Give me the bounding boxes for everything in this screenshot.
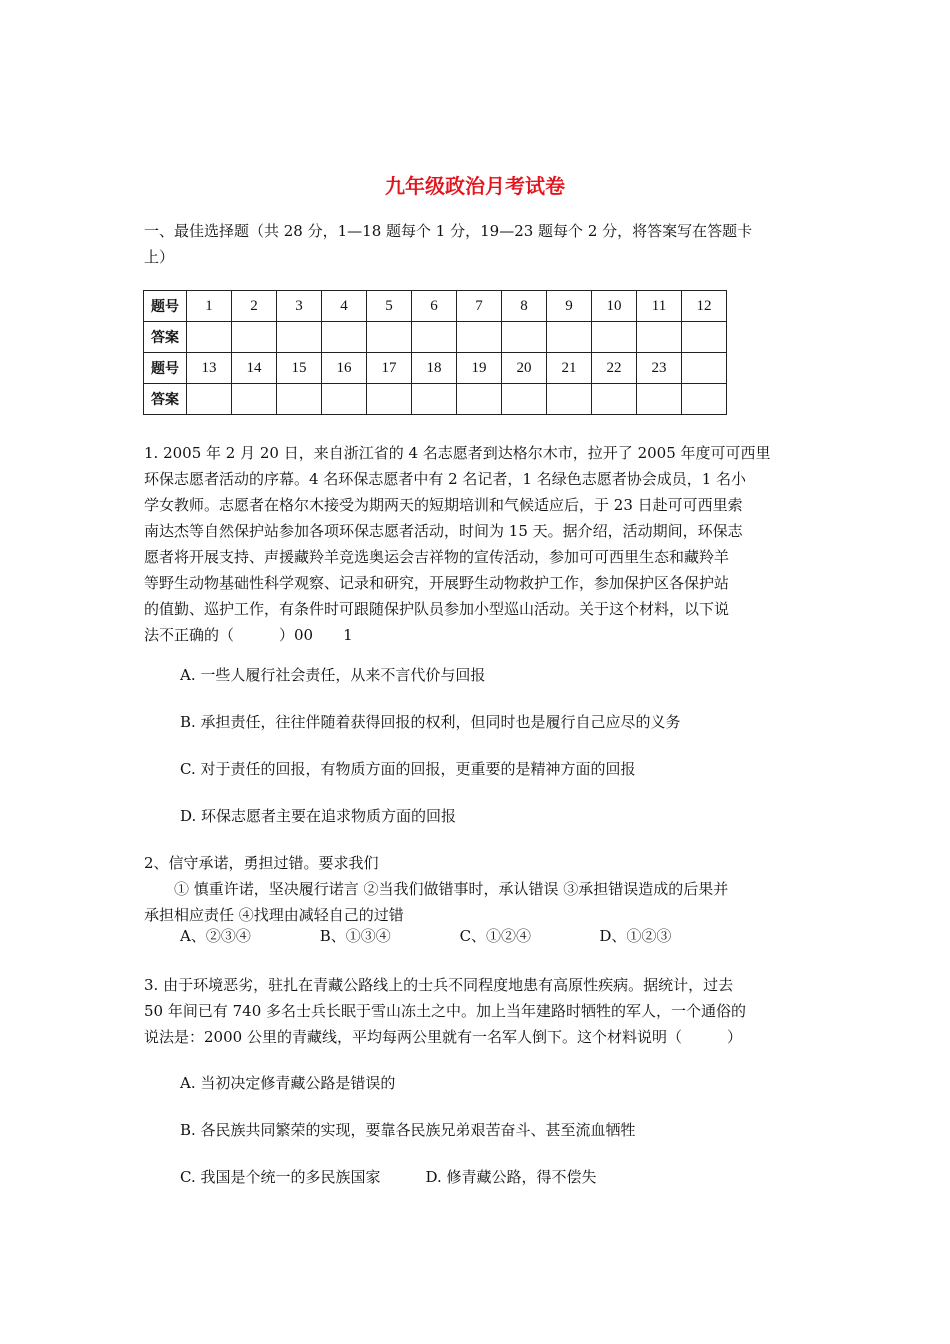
question-2-statements-line1: ① 慎重许诺，坚决履行诺言 ②当我们做错事时，承认错误 ③承担错误造成的后果并 bbox=[144, 880, 729, 898]
question-number-cell: 7 bbox=[457, 291, 502, 322]
question-line: 50 年间已有 740 多名士兵长眠于雪山冻土之中。加上当年建路时牺牲的军人，一个通俗的 bbox=[144, 1002, 747, 1020]
question-number-cell: 8 bbox=[502, 291, 547, 322]
q1-option-a: A. 一些人履行社会责任，从来不言代价与回报 bbox=[180, 666, 486, 684]
answer-cell[interactable] bbox=[592, 322, 637, 353]
answer-cell[interactable] bbox=[502, 384, 547, 415]
answer-cell[interactable] bbox=[412, 384, 457, 415]
question-number-cell: 20 bbox=[502, 353, 547, 384]
answer-cell[interactable] bbox=[187, 322, 232, 353]
q2-choice-a: A、②③④ bbox=[180, 927, 251, 945]
q2-choice-b: B、①③④ bbox=[319, 927, 391, 945]
question-number-cell: 13 bbox=[187, 353, 232, 384]
answer-cell[interactable] bbox=[187, 384, 232, 415]
section-instructions-line1: 一、最佳选择题（共 28 分，1—18 题每个 1 分，19—23 题每个 2 分，将答案写在答题卡 bbox=[144, 222, 753, 240]
section-instructions bbox=[144, 218, 804, 270]
question-line: 学女教师。志愿者在格尔木接受为期两天的短期培训和气候适应后，于 23 日赴可可西里索 bbox=[144, 496, 743, 514]
question-number-cell: 23 bbox=[637, 353, 682, 384]
question-line: 说法是：2000 公里的青藏线，平均每两公里就有一名军人倒下。这个材料说明（ ） bbox=[144, 1028, 742, 1046]
question-number-cell: 4 bbox=[322, 291, 367, 322]
question-number-cell: 16 bbox=[322, 353, 367, 384]
question-line: 法不正确的（ ）00 1 bbox=[144, 626, 353, 644]
question-number-cell: 3 bbox=[277, 291, 322, 322]
question-number-cell: 6 bbox=[412, 291, 457, 322]
question-number-cell: 14 bbox=[232, 353, 277, 384]
question-number-cell: 2 bbox=[232, 291, 277, 322]
question-line: 等野生动物基础性科学观察、记录和研究，开展野生动物救护工作，参加保护区各保护站 bbox=[144, 574, 730, 592]
answer-cell[interactable] bbox=[322, 322, 367, 353]
q3-option-a: A. 当初决定修青藏公路是错误的 bbox=[180, 1074, 396, 1092]
answer-cell[interactable] bbox=[322, 384, 367, 415]
answer-cell[interactable] bbox=[232, 384, 277, 415]
question-number-cell: 18 bbox=[412, 353, 457, 384]
answer-cell[interactable] bbox=[547, 384, 592, 415]
question-line: 1. 2005 年 2 月 20 日，来自浙江省的 4 名志愿者到达格尔木市，拉开了 2005 年度可可西里 bbox=[144, 444, 771, 462]
answer-cell[interactable] bbox=[277, 322, 322, 353]
question-number-cell: 22 bbox=[592, 353, 637, 384]
question-number-cell: 10 bbox=[592, 291, 637, 322]
q1-option-b: B. 承担责任，往往伴随着获得回报的权利，但同时也是履行自己应尽的义务 bbox=[180, 713, 681, 731]
answer-cell[interactable] bbox=[547, 322, 592, 353]
table-row bbox=[144, 353, 727, 384]
question-line: 愿者将开展支持、声援藏羚羊竞选奥运会吉祥物的宣传活动，参加可可西里生态和藏羚羊 bbox=[144, 548, 730, 566]
answer-cell[interactable] bbox=[637, 384, 682, 415]
answer-cell[interactable] bbox=[637, 322, 682, 353]
section-instructions-line2: 上） bbox=[144, 248, 175, 266]
answer-cell[interactable] bbox=[277, 384, 322, 415]
question-number-cell: 12 bbox=[682, 291, 727, 322]
question-number-cell: 17 bbox=[367, 353, 412, 384]
question-line: 3. 由于环境恶劣，驻扎在青藏公路线上的士兵不同程度地患有高原性疾病。据统计，过去 bbox=[144, 976, 734, 994]
answer-cell[interactable] bbox=[682, 322, 727, 353]
page-title: 九年级政治月考试卷 bbox=[385, 174, 565, 198]
q3-option-cd: C. 我国是个统一的多民族国家 D. 修青藏公路，得不偿失 bbox=[180, 1168, 597, 1186]
question-2-stem: 2、信守承诺，勇担过错。要求我们 bbox=[144, 854, 379, 872]
q2-choice-c: C、①②④ bbox=[459, 927, 532, 945]
answer-cell[interactable] bbox=[457, 322, 502, 353]
question-number-cell: 11 bbox=[637, 291, 682, 322]
question-line: 环保志愿者活动的序幕。4 名环保志愿者中有 2 名记者，1 名绿色志愿者协会成员，1 名小 bbox=[144, 470, 747, 488]
table-row bbox=[144, 291, 727, 322]
answer-cell[interactable] bbox=[412, 322, 457, 353]
row-label-answer: 答案 bbox=[144, 322, 187, 353]
q3-option-b: B. 各民族共同繁荣的实现，要靠各民族兄弟艰苦奋斗、甚至流血牺牲 bbox=[180, 1121, 636, 1139]
answer-cell[interactable] bbox=[457, 384, 502, 415]
row-label-number: 题号 bbox=[144, 353, 187, 384]
question-1-stem bbox=[144, 440, 804, 648]
q2-choices bbox=[180, 925, 740, 946]
q1-option-c: C. 对于责任的回报，有物质方面的回报，更重要的是精神方面的回报 bbox=[180, 760, 636, 778]
question-number-cell: 15 bbox=[277, 353, 322, 384]
question-number-cell: 9 bbox=[547, 291, 592, 322]
question-line: 南达杰等自然保护站参加各项环保志愿者活动，时间为 15 天。据介绍，活动期间，环保志 bbox=[144, 522, 743, 540]
row-label-number: 题号 bbox=[144, 291, 187, 322]
answer-cell[interactable] bbox=[682, 384, 727, 415]
question-2 bbox=[144, 850, 804, 928]
answer-sheet-table bbox=[143, 290, 727, 415]
question-number-cell: 5 bbox=[367, 291, 412, 322]
question-number-cell: 21 bbox=[547, 353, 592, 384]
answer-cell[interactable] bbox=[592, 384, 637, 415]
q2-choice-d: D、①②③ bbox=[599, 927, 672, 945]
question-2-statements-line2: 承担相应责任 ④找理由减轻自己的过错 bbox=[144, 906, 404, 924]
question-line: 的值勤、巡护工作，有条件时可跟随保护队员参加小型巡山活动。关于这个材料，以下说 bbox=[144, 600, 730, 618]
q1-option-d: D. 环保志愿者主要在追求物质方面的回报 bbox=[180, 807, 457, 825]
table-row bbox=[144, 322, 727, 353]
table-row bbox=[144, 384, 727, 415]
answer-cell[interactable] bbox=[367, 322, 412, 353]
answer-cell[interactable] bbox=[232, 322, 277, 353]
question-number-cell: 1 bbox=[187, 291, 232, 322]
question-number-cell: 19 bbox=[457, 353, 502, 384]
answer-cell[interactable] bbox=[367, 384, 412, 415]
row-label-answer: 答案 bbox=[144, 384, 187, 415]
question-number-cell bbox=[682, 353, 727, 384]
question-3-stem bbox=[144, 972, 804, 1050]
answer-cell[interactable] bbox=[502, 322, 547, 353]
